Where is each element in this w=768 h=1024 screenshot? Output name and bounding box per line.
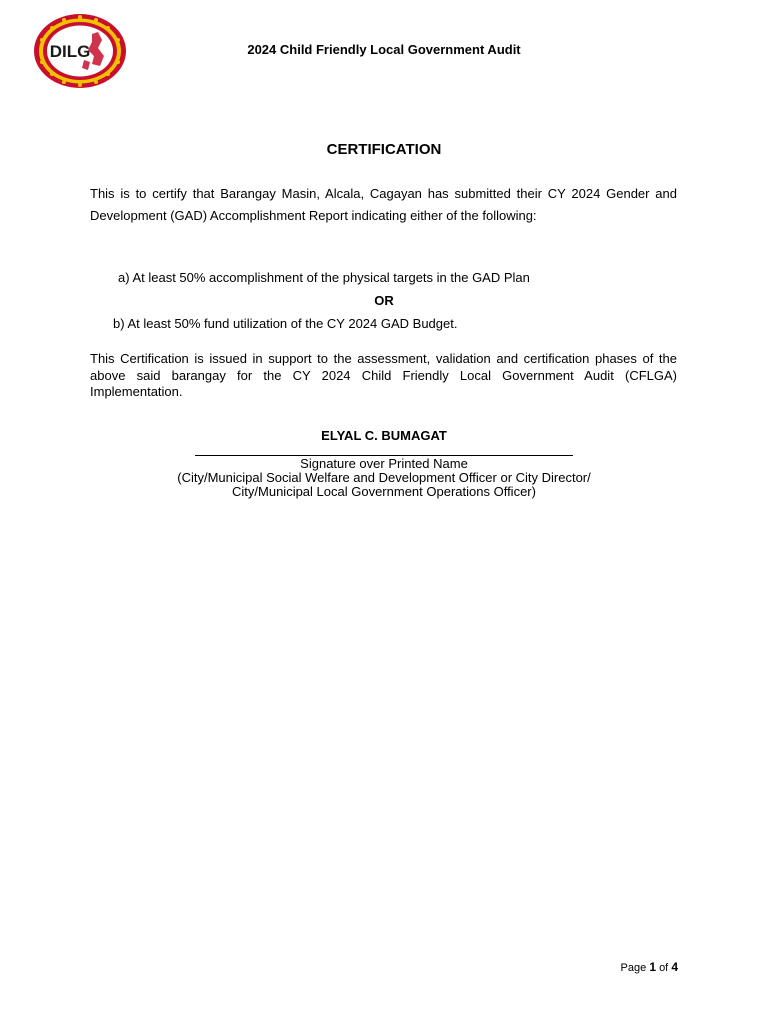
or-label: OR	[374, 293, 394, 308]
support-paragraph: This Certification is issued in support to the assessment, validation and certification phases of the above said barangay for the CY 2024 Child Friendly Local Government Audit (CFLGA) Implementation.	[90, 351, 677, 399]
signatory-name: ELYAL C. BUMAGAT	[321, 428, 447, 443]
intro-paragraph: This is to certify that Barangay Masin, Alcala, Cagayan has submitted their CY 2024 Gender and Development (GAD) Accomplishment Report indicating either of the following:	[90, 186, 677, 223]
of-word: of	[659, 962, 669, 974]
option-a: a) At least 50% accomplishment of the physical targets in the GAD Plan	[118, 270, 530, 285]
current-page-number: 1	[649, 960, 656, 974]
option-b: b) At least 50% fund utilization of the CY 2024 GAD Budget.	[113, 316, 458, 331]
signatory-position-line-2: City/Municipal Local Government Operations Officer)	[232, 484, 536, 499]
total-pages-number: 4	[671, 960, 678, 974]
header-title: 2024 Child Friendly Local Government Audit	[247, 42, 521, 57]
signature-block	[0, 457, 768, 499]
document-title: CERTIFICATION	[326, 141, 442, 158]
signatory-position-line-1: (City/Municipal Social Welfare and Development Officer or City Director/	[177, 470, 591, 485]
page-footer	[621, 960, 678, 974]
logo-text: DILG	[49, 42, 91, 61]
page-word: Page	[620, 962, 647, 974]
signature-caption: Signature over Printed Name	[300, 456, 468, 471]
